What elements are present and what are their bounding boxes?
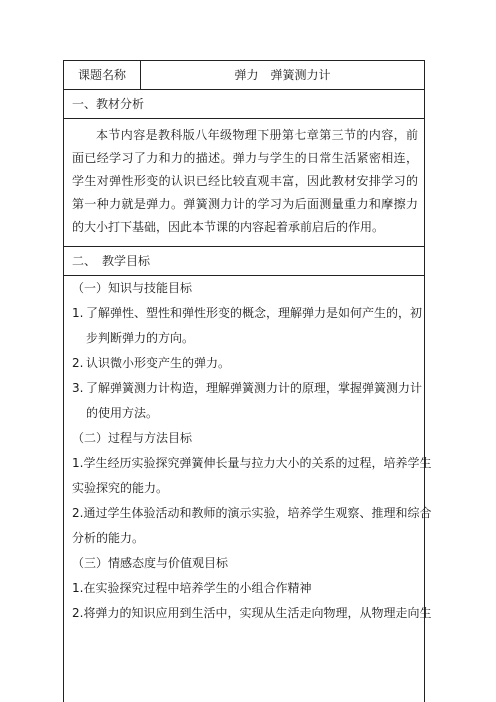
para-line: 性形变的认识已经比较直观丰富，因此教材安排学习的第一种力就是 [72,174,418,211]
list-item: 2.将弹力的知识应用到生活中，实现从生活走向物理，从物理走向生 [72,606,432,620]
lesson-plan-table [63,60,432,702]
para-line: 弹力。弹簧测力计的学习为后面测量重力和摩擦力的大小打下基础， [72,197,418,234]
subsection-heading: （二）过程与方法目标 [72,431,193,445]
materials-analysis-paragraph [72,124,418,239]
list-item [72,301,423,326]
materials-analysis-row [64,119,424,247]
item-number: 2. [72,356,84,370]
item-text: 了解弹性、塑性和弹性形变的概念，理解弹力是如何产生的，初 [86,306,423,320]
section-heading-row [64,90,424,119]
item-text: 了解弹簧测力计构造，理解弹簧测力计的原理，掌握弹簧测力计 [86,381,423,395]
teaching-goals-row [64,276,432,702]
list-item: 1.在实验探究过程中培养学生的小组合作精神 [72,581,312,595]
para-line: 因此本节课的内容起着承前启后的作用。 [168,220,385,234]
course-title: 弹力 弹簧测力计 [234,68,331,82]
list-item: 2.通过学生体验活动和教师的演示实验，培养学生观察、推理和综合 [72,506,432,520]
course-name-label: 课题名称 [64,61,141,89]
item-number: 3. [72,381,84,395]
subsection-heading: （一）知识与技能目标 [72,281,193,295]
teaching-goals-content [72,276,432,626]
section-heading-goals: 二、 教学目标 [72,254,151,268]
list-item-continued: 分析的能力。 [72,531,145,545]
list-item [72,351,418,376]
item-text-continued: 步判断弹力的方向。 [86,331,195,345]
list-item [72,376,423,401]
item-number: 1. [72,306,84,320]
title-row [64,61,424,90]
section-heading-materials: 一、教材分析 [72,97,145,111]
section-heading-row [64,247,424,276]
list-item-continued: 实验探究的能力。 [72,481,169,495]
item-text-continued: 的使用方法。 [86,406,159,420]
list-item: 1.学生经历实验探究弹簧伸长量与拉力大小的关系的过程，培养学生 [72,456,432,470]
para-line: 本节内容是教科版八年级物理下册第七章第三节的内容，前面已 [72,128,418,165]
para-line: 经学习了力和力的描述。弹力与学生的日常生活紧密相连，学生对弹 [72,151,418,188]
item-text: 认识微小形变产生的弹力。 [86,356,231,370]
subsection-heading: （三）情感态度与价值观目标 [72,556,229,570]
